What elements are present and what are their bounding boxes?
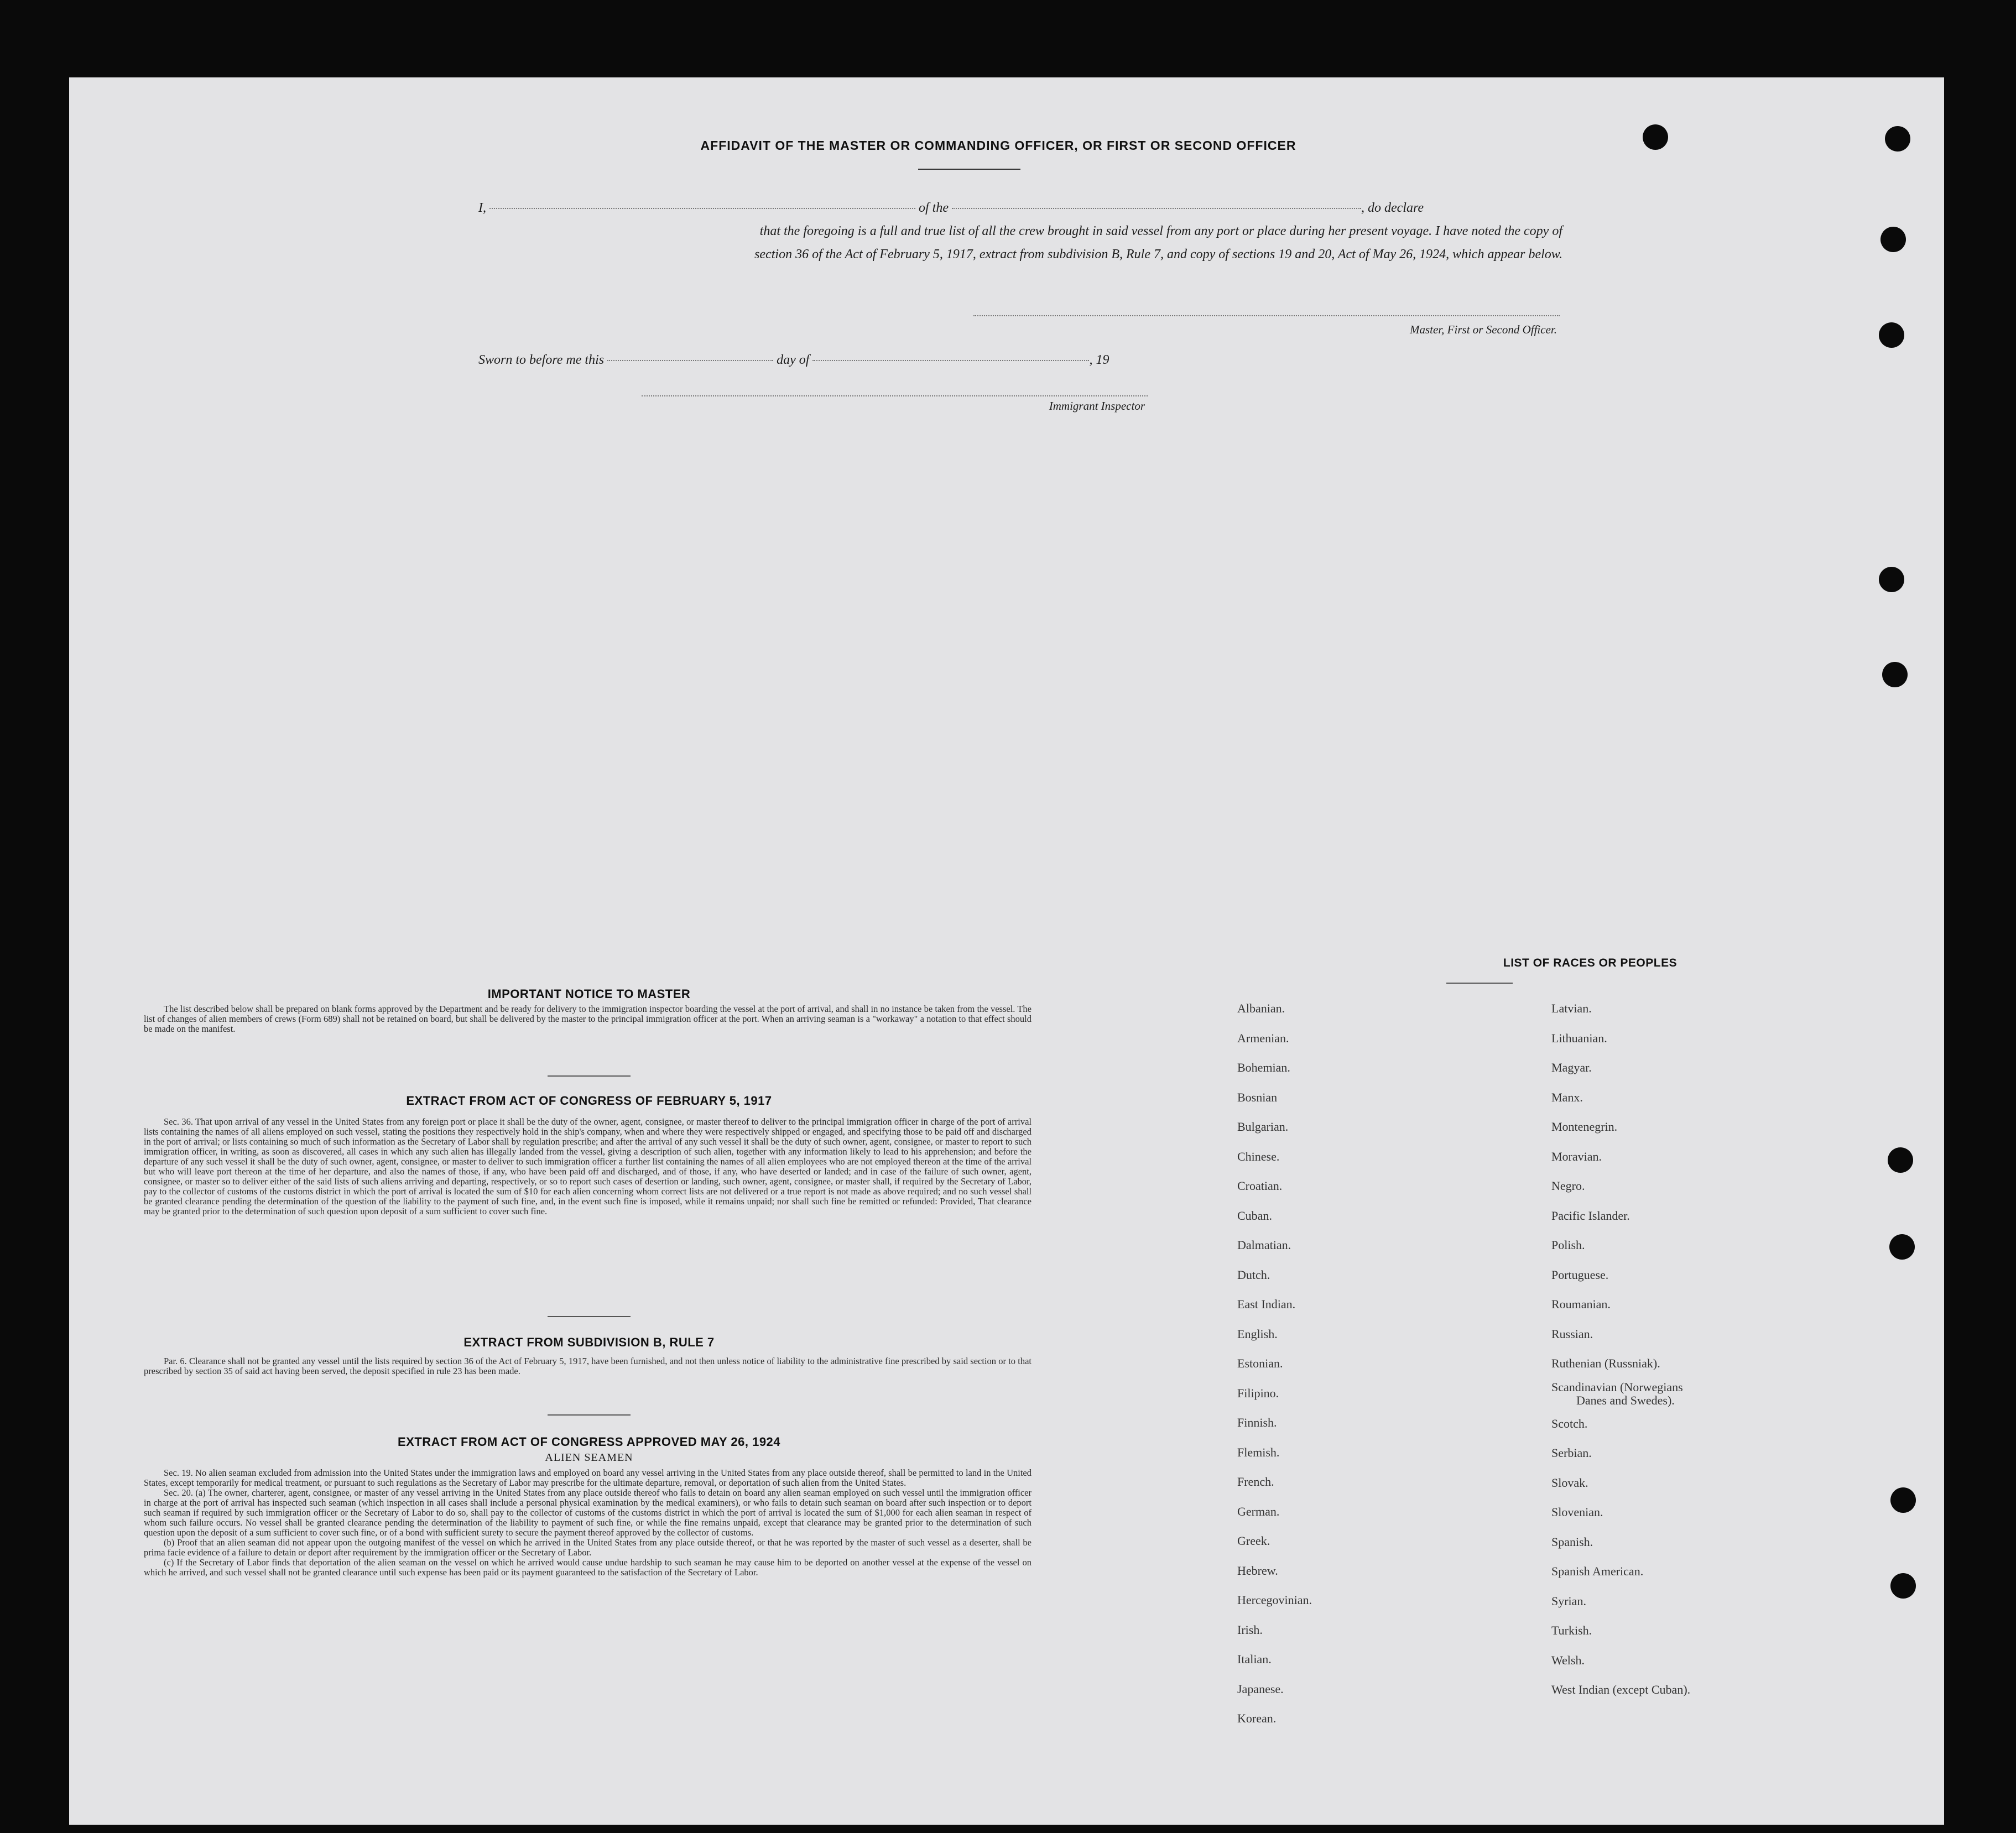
officer-signature-caption: Master, First or Second Officer. (1410, 323, 1557, 336)
sworn-month-field[interactable] (812, 360, 1089, 361)
affidavit-line-3: section 36 of the Act of February 5, 1917, extract from subdivision B, Rule 7, and copy of sections 19 and 20, Act of May 26, 1924, which appear below. (754, 247, 1562, 262)
extract-1924-title: EXTRACT FROM ACT OF CONGRESS APPROVED MAY 26, 1924 (397, 1435, 781, 1449)
race-item: Albanian. (1237, 1001, 1285, 1015)
race-item: Spanish. (1551, 1534, 1593, 1549)
race-item: Portuguese. (1551, 1267, 1609, 1282)
punch-hole (1880, 227, 1906, 252)
race-item: Armenian. (1237, 1031, 1289, 1045)
race-item: Manx. (1551, 1090, 1583, 1104)
race-item: French. (1237, 1475, 1274, 1489)
affidavit-line-1 (478, 196, 1562, 220)
race-item: Serbian. (1551, 1446, 1592, 1460)
affidavit-title: AFFIDAVIT OF THE MASTER OR COMMANDING OFFICER, OR FIRST OR SECOND OFFICER (700, 138, 1296, 153)
section-divider (548, 1414, 631, 1416)
extract-1917-title: EXTRACT FROM ACT OF CONGRESS OF FEBRUARY 5, 1917 (406, 1094, 772, 1108)
race-item: Russian. (1551, 1327, 1593, 1341)
race-item: Bulgarian. (1237, 1120, 1289, 1134)
race-item-multiline (1551, 1378, 1690, 1409)
punch-hole (1890, 1487, 1916, 1513)
section-20c-paragraph: (c) If the Secretary of Labor finds that deportation of the alien seaman on the vessel on which he arrived would cause undue hardship to such seaman he may cause him to be deported on another vessel at the expense of the vessel on which he arrived, and such vessel shall not be granted clearance until such expense has been paid or its payment guaranteed to the satisfaction of the Secretary of Labor. (144, 1557, 1032, 1578)
declare-label: , do declare (1361, 201, 1424, 215)
section-19-paragraph: Sec. 19. No alien seaman excluded from admission into the United States under the immigration laws and employed on board any vessel arriving in the United States from any place outside thereof, shall be permitted to land in the United States, except temporarily for medical treatment, or pursuant to such regulations as the Secretary of Labor may prescribe for the ultimate departure, removal, or deportation of such alien from the United States. (144, 1468, 1032, 1488)
race-item: German. (1237, 1504, 1280, 1518)
race-item: Slovenian. (1551, 1505, 1603, 1519)
title-divider (918, 169, 1020, 170)
declarant-name-field[interactable] (489, 208, 915, 209)
sworn-day-field[interactable] (607, 360, 773, 361)
race-item: Greek. (1237, 1534, 1270, 1548)
sworn-label: Sworn to before me this (478, 353, 605, 367)
race-item: Irish. (1237, 1622, 1263, 1637)
race-item: Japanese. (1237, 1681, 1284, 1696)
notice-title: IMPORTANT NOTICE TO MASTER (487, 987, 691, 1001)
race-item: Welsh. (1551, 1653, 1585, 1667)
section-20a-paragraph: Sec. 20. (a) The owner, charterer, agent, consignee, or master of any vessel arriving in the United States from any place outside thereof who fails to detain on board any alien seaman employed on such vessel until the immigration officer in charge at the port of arrival has inspected such seaman (which inspection in all cases shall include a personal physical examination by the medical examiners), or who fails to detain such seaman on board after such inspection or to deport such seaman if required by such immigration officer or the Secretary of Labor to do so, shall pay to the collector of customs of the customs district in which the port of arrival is located the sum of $1,000 for each alien seaman in respect of whom such failure occurs. No vessel shall be granted clearance pending the determination of the liability to payment of such fine, or while the fine remains unpaid, except that clearance may be granted prior to the determination of such question upon the deposit of a sum sufficient to cover such fine, or of a bond with sufficient surety to secure the payment thereof approved by the collector of customs. (144, 1487, 1032, 1538)
punch-hole (1890, 1573, 1916, 1599)
race-item: Dalmatian. (1237, 1238, 1291, 1252)
extract-rule7-title: EXTRACT FROM SUBDIVISION B, RULE 7 (463, 1335, 715, 1349)
punch-hole (1879, 322, 1904, 348)
race-item: Montenegrin. (1551, 1120, 1618, 1134)
punch-hole (1882, 662, 1908, 687)
race-item: Slovak. (1551, 1475, 1588, 1490)
race-item: Roumanian. (1551, 1297, 1611, 1311)
race-item: Dutch. (1237, 1267, 1270, 1282)
notice-text (144, 1004, 1032, 1034)
race-item: Finnish. (1237, 1416, 1277, 1429)
extract-rule7-paragraph: Par. 6. Clearance shall not be granted any vessel until the lists required by section 36 of the Act of February 5, 1917, have been furnished, and not then unless notice of liability to the administrative fine prescribed by said section or to that prescribed by section 35 of said act having been served, the deposit specified in rule 23 has been made. (144, 1356, 1032, 1376)
punch-hole (1879, 567, 1904, 592)
race-item: Polish. (1551, 1238, 1585, 1252)
race-item: Cuban. (1237, 1208, 1272, 1223)
races-right-column (1551, 994, 1690, 1705)
races-title: LIST OF RACES OR PEOPLES (1503, 957, 1678, 969)
races-left-column (1237, 994, 1312, 1733)
punch-hole (1889, 1234, 1915, 1260)
punch-hole (1888, 1147, 1913, 1173)
race-item: East Indian. (1237, 1297, 1296, 1311)
race-item: Scandinavian (Norwegians (1551, 1380, 1683, 1394)
day-of-label: day of (777, 353, 810, 367)
notice-paragraph: The list described below shall be prepared on blank forms approved by the Department and be ready for delivery to the immigration inspector boarding the vessel at the port of arrival, and shall in no instance be taken from the vessel. The list of changes of alien members of crews (Form 689) shall not be retained on board, but shall be delivered by the master to the principal immigration officer at the port. When an arriving seaman is a "workaway" a notation to that effect should be made on the manifest. (144, 1004, 1032, 1034)
race-item: Magyar. (1551, 1061, 1592, 1074)
inspector-caption: Immigrant Inspector (1049, 399, 1145, 412)
race-item: Ruthenian (Russniak). (1551, 1356, 1660, 1370)
race-item: Flemish. (1237, 1445, 1280, 1459)
race-item: Spanish American. (1551, 1564, 1644, 1578)
race-item: Croatian. (1237, 1179, 1283, 1193)
race-item: Estonian. (1237, 1356, 1283, 1370)
officer-signature-field[interactable] (973, 315, 1560, 316)
vessel-name-field[interactable] (952, 208, 1361, 209)
race-item: Moravian. (1551, 1149, 1602, 1163)
race-item: Syrian. (1551, 1594, 1586, 1608)
inspector-signature-field[interactable] (642, 395, 1148, 396)
declarant-label: I, (478, 201, 486, 215)
race-item-continued: Danes and Swedes). (1576, 1393, 1675, 1407)
section-divider (548, 1316, 631, 1317)
extract-1924-subtitle: ALIEN SEAMEN (545, 1451, 633, 1464)
punch-hole (1885, 126, 1910, 152)
race-item: West Indian (except Cuban). (1551, 1683, 1691, 1696)
vessel-label: of the (919, 201, 949, 215)
sworn-line (478, 348, 1253, 372)
race-item: Bosnian (1237, 1090, 1278, 1104)
extract-1917-text (144, 1117, 1032, 1216)
section-20b-paragraph: (b) Proof that an alien seaman did not appear upon the outgoing manifest of the vessel on which he arrived in the United States from any place outside thereof, or that he was reported by the master of such vessel as a deserter, shall be prima facie evidence of a failure to detain or deport after requirement by the immigration officer or the Secretary of Labor. (144, 1537, 1032, 1558)
extract-1917-paragraph: Sec. 36. That upon arrival of any vessel in the United States from any foreign port or place it shall be the duty of the owner, agent, consignee, or master thereof to deliver to the principal immigration officer in charge of the port of arrival lists containing the names of all aliens employed on such vessel, stating the positions they respectively hold in the ship's company, when and where they were respectively shipped or engaged, and specifying those to be paid off and discharged in the port of arrival; or lists containing so much of such information as the Secretary of Labor shall by regulation prescribe; and after the arrival of any such vessel it shall be the duty of such owner, agent, consignee, or master to report to such immigration officer, in writing, as soon as discovered, all cases in which any such alien has illegally landed from the vessel, giving a description of such alien, together with any information likely to lead to his apprehension; and before the departure of any such vessel it shall be the duty of such owner, agent, consignee, or master to deliver to such immigration officer a further list containing the names of all alien employees who are not employed thereon at the time of the arrival but who will leave port thereon at the time of her departure, and also the names of those, if any, who have been paid off and discharged, and of those, if any, who have deserted or landed; and in case of the failure of such owner, agent, consignee, or master so to deliver either of the said lists of such aliens arriving and departing, respectively, or so to report such cases of desertion or landing, such owner, agent, consignee, or master shall, if required by the Secretary of Labor, pay to the collector of customs of the customs district in which the port of arrival is located the sum of $10 for each alien concerning whom correct lists are not delivered or a true report is not made as above required; and no such vessel shall be granted clearance pending the determination of the question of the liability to the payment of such fine, and, in the event such fine is imposed, while it remains unpaid; nor shall such fine be remitted or refunded: Provided, That clearance may be granted prior to the determination of such question upon deposit of a sum sufficient to cover such fine. (144, 1116, 1032, 1216)
section-divider (548, 1075, 631, 1077)
race-item: Negro. (1551, 1179, 1585, 1193)
extract-1924-text (144, 1468, 1032, 1578)
extract-rule7-text (144, 1356, 1032, 1376)
race-item: Bohemian. (1237, 1061, 1290, 1074)
race-item: Filipino. (1237, 1386, 1279, 1400)
race-item: Italian. (1237, 1652, 1272, 1666)
race-item: Scotch. (1551, 1416, 1588, 1430)
race-item: Lithuanian. (1551, 1031, 1607, 1045)
race-item: Chinese. (1237, 1149, 1280, 1163)
punch-hole (1643, 124, 1668, 150)
race-item: Latvian. (1551, 1001, 1592, 1015)
year-label: , 19 (1089, 353, 1109, 367)
race-item: English. (1237, 1327, 1278, 1341)
races-divider (1446, 983, 1513, 984)
race-item: Hercegovinian. (1237, 1593, 1312, 1607)
form-page (69, 77, 1944, 1825)
race-item: Pacific Islander. (1551, 1208, 1630, 1223)
affidavit-line-2: that the foregoing is a full and true list of all the crew brought in said vessel from any port or place during her present voyage. I have noted the copy of (759, 224, 1562, 238)
race-item: Korean. (1237, 1711, 1277, 1725)
race-item: Hebrew. (1237, 1563, 1278, 1578)
race-item: Turkish. (1551, 1623, 1592, 1637)
